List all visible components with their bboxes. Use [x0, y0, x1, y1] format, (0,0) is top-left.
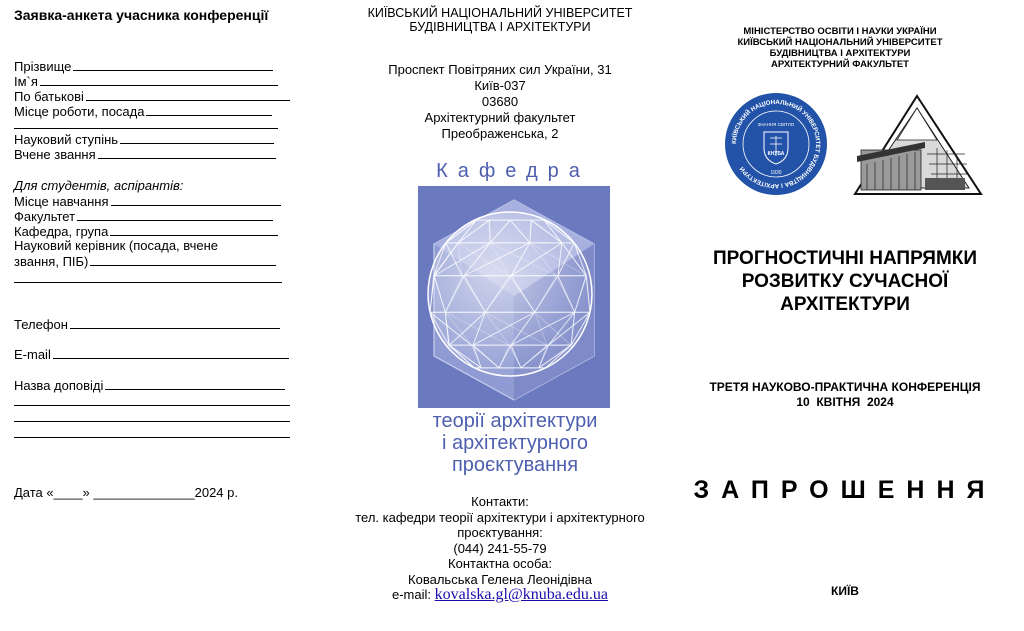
- department-name-line-3: проєктування: [451, 454, 579, 476]
- supervisor-label-line1: Науковий керівник (посада, вчене: [14, 238, 219, 253]
- phone-field[interactable]: [14, 316, 280, 332]
- address-line-5: Преображенська, 2: [441, 126, 559, 141]
- seal-motto: ЗНАННЯ СВІТЛО: [757, 122, 795, 127]
- study-place-field[interactable]: [14, 193, 281, 209]
- email-field[interactable]: [14, 346, 289, 362]
- patronymic-field[interactable]: [14, 88, 290, 104]
- conference-title: [680, 247, 1010, 316]
- conference-subtitle-line-1: ТРЕТЯ НАУКОВО-ПРАКТИЧНА КОНФЕРЕНЦІЯ: [709, 380, 981, 394]
- academic-title-field[interactable]: [14, 146, 276, 162]
- address-line-4: Архітектурний факультет: [424, 110, 576, 125]
- university-seal: [724, 92, 828, 196]
- contact-email-row: [340, 587, 660, 603]
- seal-year: 1930: [770, 170, 782, 176]
- report-line-2[interactable]: [14, 421, 290, 422]
- surname-field[interactable]: [14, 58, 273, 74]
- faculty-building-logo: [853, 94, 983, 196]
- ministry-line-4: АРХІТЕКТУРНИЙ ФАКУЛЬТЕТ: [771, 59, 909, 70]
- name-label: Ім`я: [14, 74, 38, 89]
- phone-label: Телефон: [14, 317, 68, 332]
- contacts-heading: Контакти:: [471, 494, 529, 509]
- address-line-1: Проспект Повітряних сил України, 31: [388, 62, 612, 77]
- address-line-3: 03680: [481, 94, 519, 109]
- conference-title-line-1: ПРОГНОСТИЧНІ НАПРЯМКИ: [712, 248, 978, 269]
- conference-title-line-2: РОЗВИТКУ СУЧАСНОЇ: [741, 271, 949, 292]
- department-name: [400, 410, 630, 476]
- form-title: Заявка-анкета учасника конференції: [14, 7, 269, 23]
- report-line-1[interactable]: [14, 405, 290, 406]
- contacts-block: [340, 494, 660, 603]
- supervisor-extra-line[interactable]: [14, 282, 282, 283]
- address-block: [340, 62, 660, 142]
- workplace-label: Місце роботи, посада: [14, 104, 145, 119]
- conference-title-line-3: АРХІТЕКТУРИ: [780, 294, 910, 315]
- university-seal-icon: [724, 92, 828, 196]
- supervisor-label-line2: звання, ПІБ): [14, 254, 89, 269]
- department-group-label: Кафедра, група: [14, 224, 109, 239]
- date-field[interactable]: Дата «____» ______________2024 р.: [14, 485, 238, 500]
- ministry-header: [712, 26, 968, 70]
- email-label: E-mail: [14, 347, 51, 362]
- supervisor-field[interactable]: [14, 253, 276, 269]
- department-name-line-2: і архітектурного: [442, 432, 588, 454]
- geodesic-sphere-icon: [418, 186, 610, 408]
- patronymic-label: По батькові: [14, 89, 84, 104]
- university-name: [340, 6, 660, 34]
- workplace-field[interactable]: [14, 103, 272, 119]
- email-label-text: e-mail:: [392, 587, 432, 602]
- building-icon: [853, 94, 983, 196]
- seal-ring-text: КИЇВСЬКИЙ НАЦІОНАЛЬНИЙ УНІВЕРСИТЕТ БУДІВНИЦТВА І АРХІТЕКТУРИ: [730, 98, 822, 190]
- report-title-field[interactable]: [14, 377, 285, 393]
- degree-label: Науковий ступінь: [14, 132, 119, 147]
- seal-short: КНУБА: [767, 151, 785, 157]
- ministry-line-1: МІНІСТЕРСТВО ОСВІТИ І НАУКИ УКРАЇНИ: [743, 26, 937, 37]
- contact-person: Ковальська Гелена Леонідівна: [408, 571, 592, 587]
- department-name-line-1: теорії архітектури: [432, 410, 598, 432]
- university-line-1: КИЇВСЬКИЙ НАЦІОНАЛЬНИЙ УНІВЕРСИТЕТ: [367, 6, 633, 20]
- invitation-heading: ЗАПРОШЕННЯ: [693, 476, 997, 504]
- contact-email-link[interactable]: kovalska.gl@knuba.edu.ua: [434, 586, 608, 603]
- ministry-line-2: КИЇВСЬКИЙ НАЦІОНАЛЬНИЙ УНІВЕРСИТЕТ: [737, 37, 943, 48]
- contacts-phone: (044) 241-55-79: [453, 540, 547, 556]
- department-word: Кафедра: [436, 160, 590, 182]
- workplace-extra-line[interactable]: [14, 128, 278, 129]
- surname-label: Прізвище: [14, 59, 72, 74]
- department-group-field[interactable]: [14, 223, 278, 239]
- ministry-line-3: БУДІВНИЦТВА І АРХІТЕКТУРИ: [769, 48, 911, 59]
- degree-field[interactable]: [14, 131, 274, 147]
- report-line-3[interactable]: [14, 437, 290, 438]
- department-logo: [418, 186, 610, 408]
- report-title-label: Назва доповіді: [14, 378, 104, 393]
- city-label: КИЇВ: [831, 584, 859, 598]
- name-field[interactable]: [14, 73, 278, 89]
- study-place-label: Місце навчання: [14, 194, 109, 209]
- conference-subtitle: [670, 380, 1020, 410]
- address-line-2: Київ-037: [474, 78, 526, 93]
- contact-person-heading: Контактна особа:: [448, 556, 552, 571]
- conference-date: 10 КВІТНЯ 2024: [796, 395, 894, 409]
- faculty-label: Факультет: [14, 209, 76, 224]
- academic-title-label: Вчене звання: [14, 147, 96, 162]
- faculty-field[interactable]: [14, 208, 273, 224]
- students-heading: Для студентів, аспірантів:: [14, 178, 184, 193]
- university-line-2: БУДІВНИЦТВА І АРХІТЕКТУРИ: [409, 20, 591, 34]
- contacts-phone-line-2: проєктування:: [457, 525, 543, 540]
- contacts-phone-line-1: тел. кафедри теорії архітектури і архітектурного: [355, 509, 645, 525]
